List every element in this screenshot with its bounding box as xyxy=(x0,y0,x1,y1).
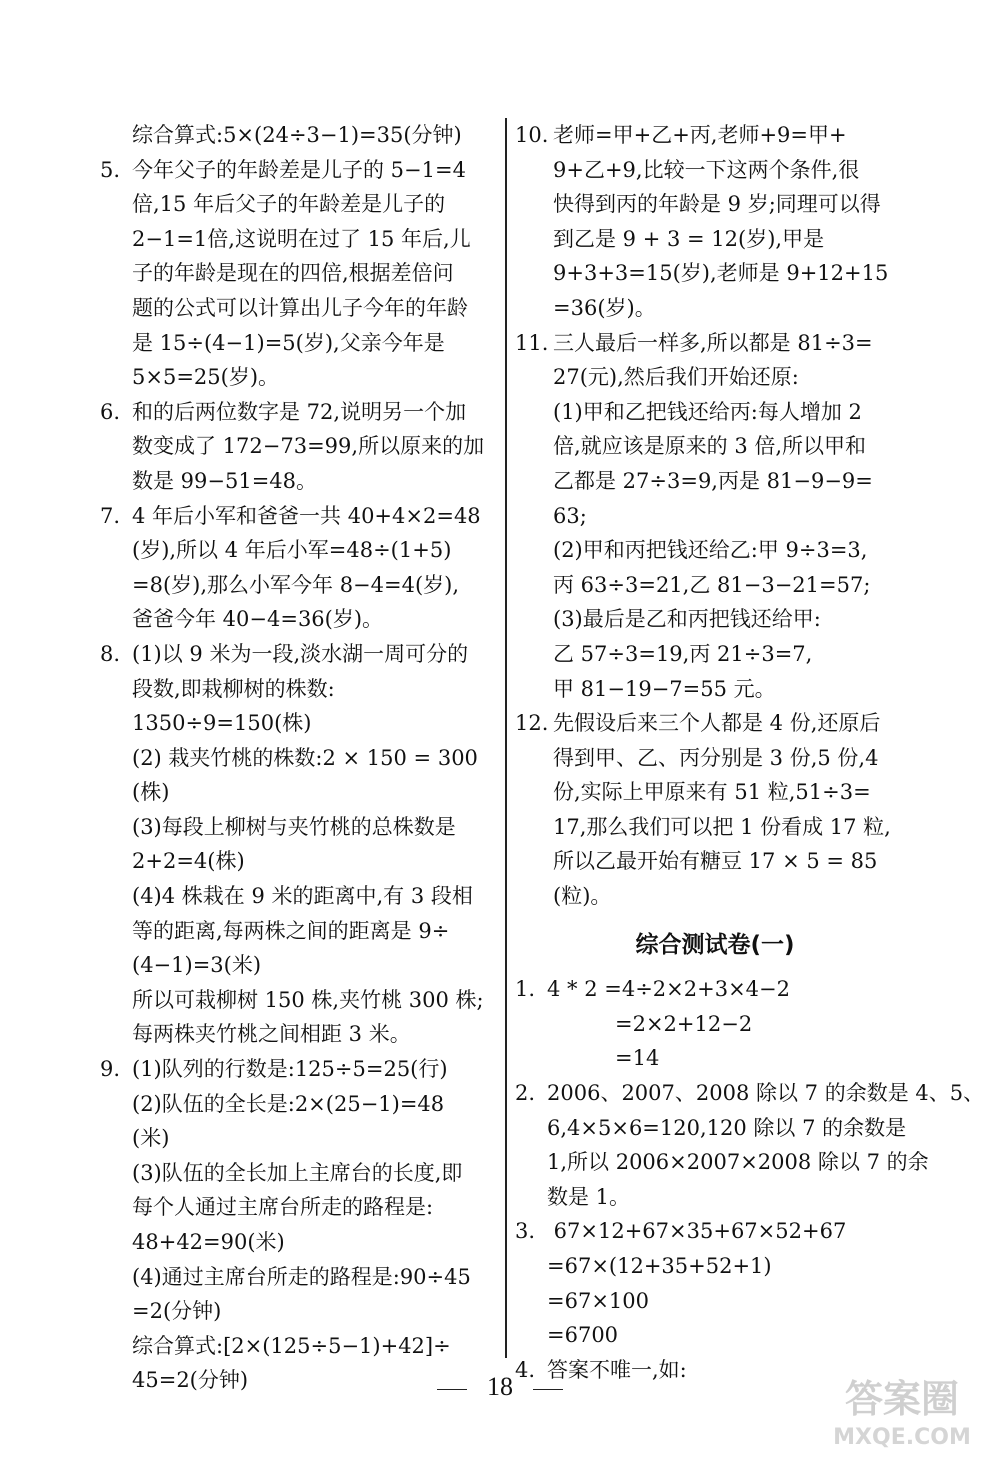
text-line xyxy=(515,810,915,845)
watermark-url: MXQE.COM xyxy=(833,1425,971,1450)
text-line xyxy=(515,1007,915,1042)
line-text: 先假设后来三个人都是 4 份,还原后 xyxy=(553,711,881,736)
text-line xyxy=(515,326,915,361)
line-text: 2−1=1倍,这说明在过了 15 年后,儿 xyxy=(132,226,471,251)
line-text: (2)队伍的全长是:2×(25−1)=48 xyxy=(132,1091,445,1116)
text-line xyxy=(100,1156,495,1191)
text-line xyxy=(100,844,495,879)
item-number: 7. xyxy=(100,503,121,528)
text-line xyxy=(515,1076,985,1111)
line-text: 45=2(分钟) xyxy=(132,1368,249,1393)
line-text: 每两株夹竹桃之间相距 3 米。 xyxy=(132,1022,411,1047)
line-text: 每个人通过主席台所走的路程是: xyxy=(132,1195,434,1220)
watermark-text: 答案圈 xyxy=(844,1377,960,1421)
line-text: (1)队列的行数是:125÷5=25(行) xyxy=(132,1057,448,1082)
item-number: 2. xyxy=(515,1081,536,1106)
text-line xyxy=(100,222,495,257)
line-text: 48+42=90(米) xyxy=(132,1230,285,1254)
text-line xyxy=(100,499,495,534)
text-line xyxy=(100,775,495,810)
line-text: 得到甲、乙、丙分别是 3 份,5 份,4 xyxy=(553,745,879,770)
left-column xyxy=(100,118,495,1398)
text-line xyxy=(100,464,495,499)
line-text: 2006、2007、2008 除以 7 的余数是 4、5、 xyxy=(547,1081,985,1106)
line-text: 三人最后一样多,所以都是 81÷3= xyxy=(553,330,873,355)
line-text: (株) xyxy=(132,780,170,805)
line-text: (4)通过主席台所走的路程是:90÷45 xyxy=(132,1264,471,1289)
text-line xyxy=(100,360,495,395)
text-line xyxy=(100,1052,495,1087)
line-text: 数变成了 172−73=99,所以原来的加 xyxy=(132,434,485,459)
text-line xyxy=(100,1121,495,1156)
item-number: 11. xyxy=(515,330,549,355)
text-line xyxy=(515,118,915,153)
test-paper-answers xyxy=(515,972,985,1387)
item-number: 4. xyxy=(515,1357,536,1382)
text-line xyxy=(515,844,915,879)
line-text: =36(岁)。 xyxy=(553,295,656,320)
text-line xyxy=(515,706,915,741)
text-line xyxy=(515,637,915,672)
text-line xyxy=(515,256,915,291)
line-text: 老师=甲+乙+丙,老师+9=甲+ xyxy=(553,123,847,147)
line-text: 63; xyxy=(553,503,587,528)
text-line xyxy=(515,775,915,810)
line-text: 综合算式:5×(24÷3−1)=35(分钟) xyxy=(132,123,462,147)
line-text: =67×(12+35+52+1) xyxy=(547,1254,772,1278)
line-text: 数是 1。 xyxy=(547,1184,631,1209)
section-title: 综合测试卷(一) xyxy=(635,931,795,958)
column-divider xyxy=(505,118,507,1358)
text-line xyxy=(100,948,495,983)
line-text: 份,实际上甲原来有 51 粒,51÷3= xyxy=(553,780,871,805)
text-line xyxy=(100,118,495,153)
watermark-logo xyxy=(832,1364,972,1454)
text-line xyxy=(100,187,495,222)
text-line xyxy=(515,1180,915,1215)
text-line xyxy=(100,1329,495,1364)
text-line xyxy=(100,879,495,914)
line-text: 丙 63÷3=21,乙 81−3−21=57; xyxy=(553,572,871,597)
text-line xyxy=(515,499,915,534)
line-text: (米) xyxy=(132,1126,170,1151)
line-text: 是 15÷(4−1)=5(岁),父亲今年是 xyxy=(132,330,445,355)
line-text: 倍,就应该是原来的 3 倍,所以甲和 xyxy=(553,434,867,459)
text-line xyxy=(100,256,495,291)
line-text: 到乙是 9 + 3 = 12(岁),甲是 xyxy=(553,226,825,251)
text-line xyxy=(515,1111,915,1146)
line-text: (岁),所以 4 年后小军=48÷(1+5) xyxy=(132,538,452,563)
line-text: (3)最后是乙和丙把钱还给甲: xyxy=(553,607,821,632)
line-text: (2) 栽夹竹桃的株数:2 × 150 = 300 xyxy=(132,745,478,770)
text-line xyxy=(515,741,915,776)
text-line xyxy=(100,914,495,949)
text-line xyxy=(515,602,915,637)
line-text: 9+3+3=15(岁),老师是 9+12+15 xyxy=(553,261,889,286)
line-text: 4 年后小军和爸爸一共 40+4×2=48 xyxy=(132,503,481,528)
text-line xyxy=(100,1260,495,1295)
text-line xyxy=(100,637,495,672)
item-number: 3. xyxy=(515,1219,536,1244)
line-text: 2+2=4(株) xyxy=(132,849,245,874)
text-line xyxy=(515,153,915,188)
text-line xyxy=(100,326,495,361)
text-line xyxy=(515,360,915,395)
line-text: 倍,15 年后父子的年龄差是儿子的 xyxy=(132,192,446,217)
text-line xyxy=(515,1284,915,1319)
line-text: (1)甲和乙把钱还给丙:每人增加 2 xyxy=(553,399,862,424)
line-text: 67×12+67×35+67×52+67 xyxy=(547,1219,847,1244)
text-line xyxy=(100,706,495,741)
line-text: 所以乙最开始有糖豆 17 × 5 = 85 xyxy=(553,849,878,874)
line-text: 甲 81−19−7=55 元。 xyxy=(553,676,776,701)
line-text: 今年父子的年龄差是儿子的 5−1=4 xyxy=(132,157,466,182)
text-line xyxy=(515,464,915,499)
line-text: 4 * 2 =4÷2×2+3×4−2 xyxy=(547,977,790,1002)
line-text: (4−1)=3(米) xyxy=(132,953,262,978)
text-line xyxy=(515,1249,915,1284)
item-number: 8. xyxy=(100,641,121,666)
text-line xyxy=(515,291,915,326)
text-line xyxy=(100,983,495,1018)
text-line xyxy=(100,395,495,430)
text-line xyxy=(515,672,915,707)
line-text: 爸爸今年 40−4=36(岁)。 xyxy=(132,607,384,632)
text-line xyxy=(515,568,915,603)
line-text: 所以可栽柳树 150 株,夹竹桃 300 株; xyxy=(132,987,484,1012)
line-text: 和的后两位数字是 72,说明另一个加 xyxy=(132,399,467,424)
text-line xyxy=(100,1190,495,1225)
line-text: 27(元),然后我们开始还原: xyxy=(553,365,799,390)
text-line xyxy=(100,1225,495,1260)
line-text: (2)甲和丙把钱还给乙:甲 9÷3=3, xyxy=(553,538,868,563)
line-text: =8(岁),那么小军今年 8−4=4(岁), xyxy=(132,572,460,597)
text-line xyxy=(100,153,495,188)
text-line xyxy=(100,741,495,776)
line-text: 1350÷9=150(株) xyxy=(132,711,312,736)
line-text: =67×100 xyxy=(547,1288,649,1313)
line-text: (1)以 9 米为一段,淡水湖一周可分的 xyxy=(132,641,469,666)
line-text: 6,4×5×6=120,120 除以 7 的余数是 xyxy=(547,1115,907,1140)
line-text: 1,所以 2006×2007×2008 除以 7 的余 xyxy=(547,1150,929,1175)
text-line xyxy=(515,429,915,464)
text-line xyxy=(515,879,915,914)
line-text: 快得到丙的年龄是 9 岁;同理可以得 xyxy=(553,192,881,217)
text-line xyxy=(100,1294,495,1329)
line-text: 答案不唯一,如: xyxy=(547,1357,687,1382)
line-text: 9+乙+9,比较一下这两个条件,很 xyxy=(553,157,860,182)
text-line xyxy=(100,1017,495,1052)
text-line xyxy=(100,291,495,326)
line-text: 数是 99−51=48。 xyxy=(132,468,318,493)
line-text: 17,那么我们可以把 1 份看成 17 粒, xyxy=(553,814,891,839)
text-line xyxy=(515,187,915,222)
text-line xyxy=(100,429,495,464)
item-number: 9. xyxy=(100,1057,121,1082)
text-line xyxy=(515,1145,929,1180)
page-number-text: 18 xyxy=(487,1372,513,1401)
line-text: 段数,即栽柳树的株数: xyxy=(132,676,335,701)
line-text: =2×2+12−2 xyxy=(615,1011,753,1036)
line-text: (3)每段上柳树与夹竹桃的总株数是 xyxy=(132,814,456,839)
text-line xyxy=(100,533,495,568)
line-text: (粒)。 xyxy=(553,884,612,909)
text-line xyxy=(515,533,915,568)
right-column xyxy=(515,118,985,1387)
item-number: 10. xyxy=(515,123,549,147)
line-text: =2(分钟) xyxy=(132,1299,222,1324)
line-text: 5×5=25(岁)。 xyxy=(132,365,280,390)
line-text: =6700 xyxy=(547,1323,619,1348)
item-number: 5. xyxy=(100,157,121,182)
line-text: (4)4 株栽在 9 米的距离中,有 3 段相 xyxy=(132,884,473,909)
line-text: 等的距离,每两株之间的距离是 9÷ xyxy=(132,918,450,943)
text-line xyxy=(100,602,495,637)
line-text: 乙 57÷3=19,丙 21÷3=7, xyxy=(553,641,813,666)
line-text: =14 xyxy=(615,1046,660,1071)
item-number: 6. xyxy=(100,399,121,424)
line-text: 题的公式可以计算出儿子今年的年龄 xyxy=(132,295,468,320)
text-line xyxy=(515,972,915,1007)
answers-10-12 xyxy=(515,118,915,914)
item-number: 12. xyxy=(515,711,549,736)
line-text: 子的年龄是现在的四倍,根据差倍问 xyxy=(132,261,454,286)
text-line xyxy=(515,395,915,430)
item-number: 1. xyxy=(515,977,536,1002)
text-line xyxy=(100,1087,495,1122)
text-line xyxy=(515,1041,915,1076)
text-line xyxy=(100,568,495,603)
text-line xyxy=(515,1318,915,1353)
text-line xyxy=(515,1214,915,1249)
line-text: (3)队伍的全长加上主席台的长度,即 xyxy=(132,1160,463,1185)
text-line xyxy=(100,672,495,707)
text-line xyxy=(515,222,915,257)
line-text: 综合算式:[2×(125÷5−1)+42]÷ xyxy=(132,1333,451,1358)
text-line xyxy=(100,810,495,845)
line-text: 乙都是 27÷3=9,丙是 81−9−9= xyxy=(553,468,873,493)
